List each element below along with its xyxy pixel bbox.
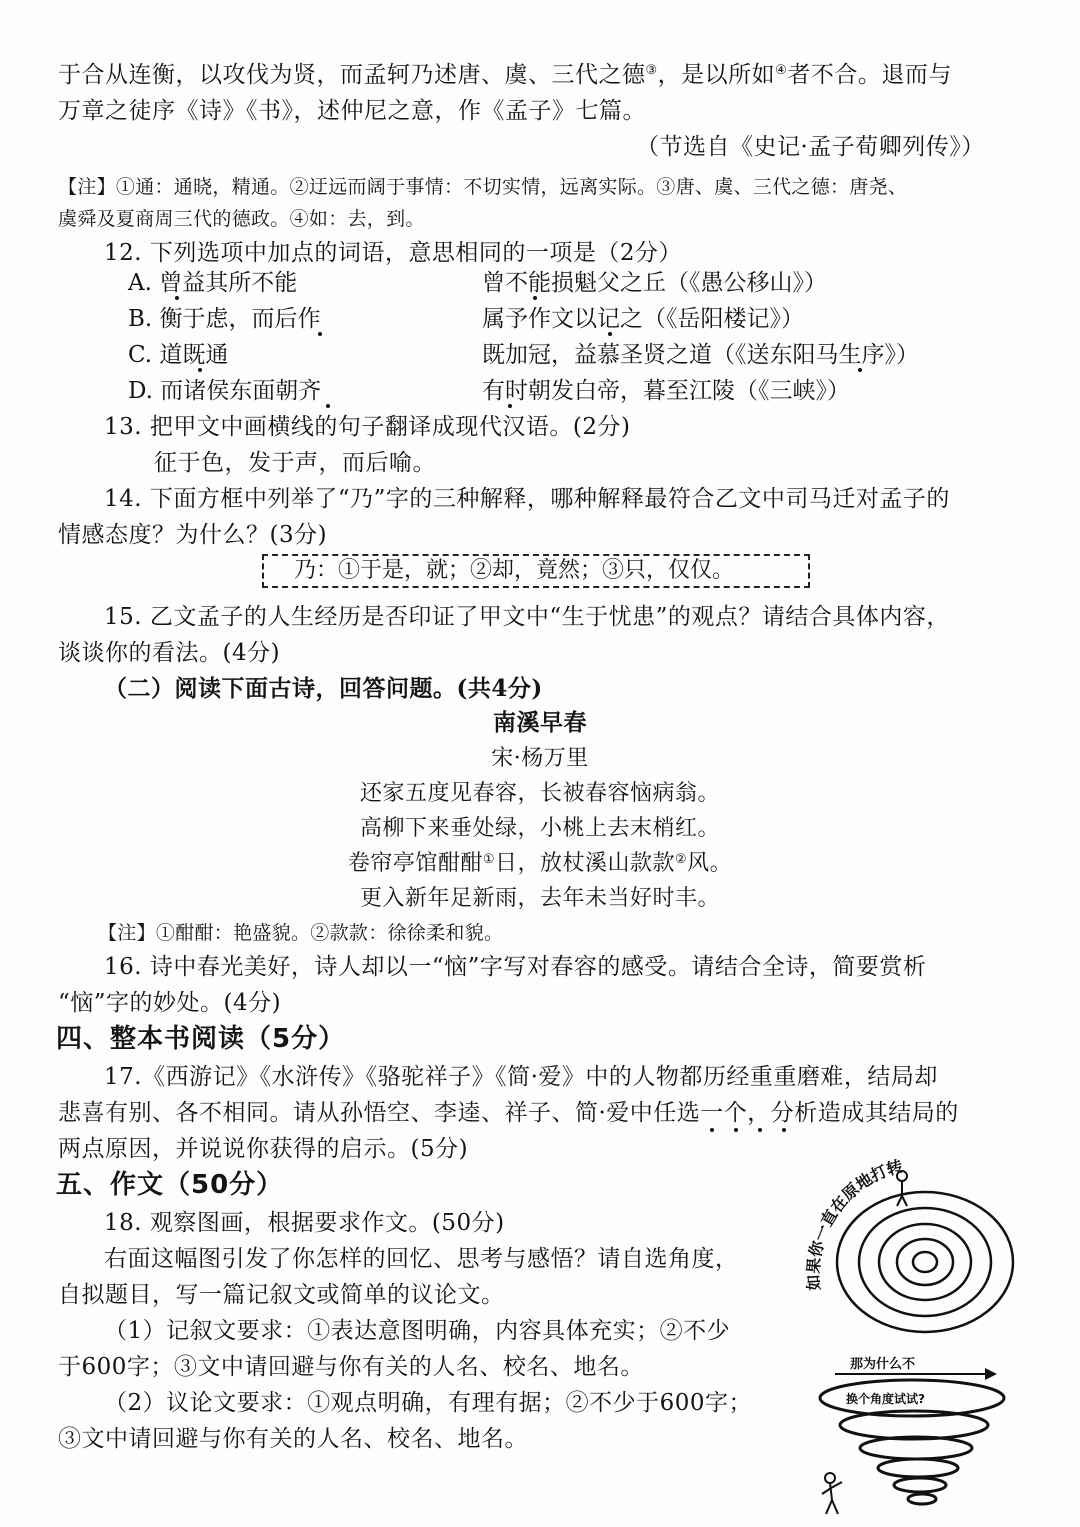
emphasis-dot bbox=[858, 368, 862, 372]
q13-stem: 13. 把甲文中画横线的句子翻译成现代汉语。(2分) bbox=[104, 414, 631, 440]
q17-line-3: 两点原因，并说说你获得的启示。(5分) bbox=[58, 1136, 469, 1162]
q13-sentence: 征于色，发于声，而后喻。 bbox=[154, 450, 436, 476]
emphasis-dot bbox=[734, 1128, 738, 1132]
q16-stem-1: 16. 诗中春光美好，诗人却以一“恼”字写对春容的感受。请结合全诗，简要赏析 bbox=[104, 954, 927, 980]
q18-narrative-req-1: （1）记叙文要求：①表达意图明确，内容具体充实；②不少 bbox=[104, 1318, 731, 1344]
notes-b-line-1: 【注】①通：通晓，精通。②迂远而阔于事情：不切实情，远离实际。③唐、虞、三代之德：唐尧、 bbox=[58, 176, 908, 198]
cartoon-top-caption: 如果你一直在原地打转 bbox=[803, 1156, 905, 1292]
emphasis-dot bbox=[608, 332, 612, 336]
q18-argument-req-2: ③文中请回避与你有关的人名、校名、地名。 bbox=[58, 1426, 528, 1452]
passage-b-source: （节选自《史记·孟子荀卿列传》） bbox=[636, 134, 985, 160]
q14-definition-box: 乃：①于是，就；②却，竟然；③只，仅仅。 bbox=[262, 554, 810, 588]
q12-option-c-right: 既加冠，益慕圣贤之道（《送东阳马生序》） bbox=[482, 342, 919, 368]
poem-line-1: 还家五度见春容，长被春容恼病翁。 bbox=[359, 781, 720, 806]
q12-option-a-left: A. 曾益其所不能 bbox=[128, 270, 298, 296]
emphasis-dot bbox=[782, 1128, 786, 1132]
q14-stem-1: 14. 下面方框中列举了“乃”字的三种解释，哪种解释最符合乙文中司马迁对孟子的 bbox=[104, 486, 950, 512]
poem-author: 宋·杨万里 bbox=[491, 746, 589, 771]
poem-section-heading: （二）阅读下面古诗，回答问题。(共4分) bbox=[104, 675, 543, 702]
poem-line-4: 更入新年足新雨，去年未当好时丰。 bbox=[359, 886, 720, 911]
section-4-heading: 四、整本书阅读（5分） bbox=[56, 1024, 346, 1054]
poem-title: 南溪早春 bbox=[493, 709, 587, 736]
spiral-circles bbox=[837, 1192, 1013, 1332]
emphasis-dot bbox=[758, 1128, 762, 1132]
q12-option-c-left: C. 道既通 bbox=[128, 342, 229, 368]
q18-argument-req-1: （2）议论文要求：①观点明确，有理有据；②不少于600字； bbox=[104, 1390, 753, 1416]
essay-cartoon-figure bbox=[790, 1150, 1060, 1520]
q12-option-d-left: D. 而诸侯东面朝齐 bbox=[128, 378, 322, 404]
q18-para-2: 自拟题目，写一篇记叙文或简单的议论文。 bbox=[58, 1282, 505, 1308]
q12-option-a-right: 曾不能损魁父之丘（《愚公移山》） bbox=[482, 270, 827, 296]
q15-stem-1: 15. 乙文孟子的人生经历是否印证了甲文中“生于忧患”的观点？请结合具体内容， bbox=[104, 604, 950, 630]
emphasis-dot bbox=[175, 296, 179, 300]
q12-option-b-left: B. 衡于虑，而后作 bbox=[128, 306, 321, 332]
notes-b-line-2: 虞舜及夏商周三代的德政。④如：去，到。 bbox=[58, 208, 425, 230]
cartoon-bottom-caption-2: 换个角度试试? bbox=[846, 1392, 925, 1406]
climbing-figure-bottom bbox=[822, 1473, 842, 1514]
emphasis-dot bbox=[318, 332, 322, 336]
poem-note: 【注】①酣酣：艳盛貌。②款款：徐徐柔和貌。 bbox=[98, 922, 504, 944]
passage-b-line-2: 万章之徒序《诗》《书》，述仲尼之意，作《孟子》七篇。 bbox=[58, 98, 646, 124]
direction-arrow-head bbox=[985, 1368, 997, 1380]
poem-line-3: 卷帘亭馆酣酣①日，放杖溪山款款②风。 bbox=[347, 851, 733, 876]
q18-stem: 18. 观察图画，根据要求作文。(50分) bbox=[104, 1210, 505, 1236]
passage-b-line-1: 于合从连衡，以攻伐为贤，而孟轲乃述唐、虞、三代之德③，是以所如④者不合。退而与 bbox=[58, 62, 952, 88]
cartoon-bottom-caption-1: 那为什么不 bbox=[850, 1357, 916, 1372]
q18-narrative-req-2: 于600字；③文中请回避与你有关的人名、校名、地名。 bbox=[58, 1354, 644, 1380]
emphasis-dot bbox=[710, 1128, 714, 1132]
q12-stem: 12. 下列选项中加点的词语，意思相同的一项是（2分） bbox=[104, 240, 683, 266]
emphasis-dot bbox=[533, 296, 537, 300]
emphasis-dot bbox=[508, 404, 512, 408]
emphasis-dot bbox=[326, 404, 330, 408]
q12-option-d-right: 有时朝发白帝，暮至江陵（《三峡》） bbox=[482, 378, 850, 404]
q16-stem-2: “恼”字的妙处。(4分) bbox=[58, 990, 282, 1016]
q17-line-2: 悲喜有别、各不相同。请从孙悟空、李逵、祥子、简·爱中任选一个，分析造成其结局的 bbox=[58, 1100, 959, 1126]
q17-line-1: 17.《西游记》《水浒传》《骆驼祥子》《简·爱》中的人物都历经重重磨难，结局却 bbox=[104, 1064, 938, 1090]
poem-line-2: 高柳下来垂处绿，小桃上去末梢红。 bbox=[359, 816, 720, 841]
section-5-heading: 五、作文（50分） bbox=[56, 1170, 284, 1200]
q14-stem-2: 情感态度？为什么？(3分) bbox=[58, 522, 328, 548]
q12-option-b-right: 属予作文以记之（《岳阳楼记》） bbox=[482, 306, 804, 332]
q15-stem-2: 谈谈你的看法。(4分) bbox=[58, 640, 281, 666]
q18-para-1: 右面这幅图引发了你怎样的回忆、思考与感悟？请自选角度， bbox=[104, 1246, 739, 1272]
emphasis-dot bbox=[198, 368, 202, 372]
